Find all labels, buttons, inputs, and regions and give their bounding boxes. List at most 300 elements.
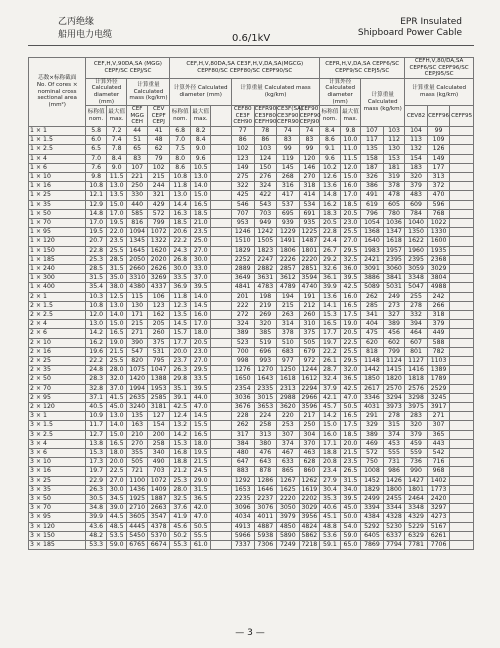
table-cell: 1618 (277, 375, 300, 384)
table-cell: 39.5 (340, 274, 361, 283)
table-cell: 14.4 (170, 200, 191, 209)
table-cell: 25.0 (190, 237, 211, 246)
table-cell: 370 (299, 439, 320, 448)
table-cell: 5.8 (86, 126, 107, 135)
table-cell-empty (211, 126, 232, 135)
table-cell: 375 (147, 338, 170, 347)
table-cell: 35.4 (86, 283, 107, 292)
table-cell: 228 (231, 412, 254, 421)
table-cell: 113 (405, 136, 428, 145)
table-cell: 16.0 (190, 311, 211, 320)
table-cell: 3841 (383, 274, 405, 283)
table-cell: 2499 (361, 495, 384, 504)
table-cell: 23.5 (106, 237, 127, 246)
table-cell: 510 (277, 338, 300, 347)
table-cell: 99 (427, 126, 450, 135)
table-cell: 146 (299, 163, 320, 172)
table-cell-empty (211, 384, 232, 393)
table-cell: 456 (383, 329, 405, 338)
table-cell: 53.5 (106, 531, 127, 540)
table-cell: 543 (254, 200, 277, 209)
table-cell: 2050 (127, 255, 148, 264)
table-cell: 7.6 (86, 163, 107, 172)
table-row (29, 154, 474, 163)
table-cell: 519 (254, 338, 277, 347)
table-cell: 378 (277, 329, 300, 338)
header-english (358, 17, 462, 39)
table-cell: 210 (127, 430, 148, 439)
table-cell: 1806 (277, 246, 300, 255)
table-cell: 1829 (231, 246, 254, 255)
row-label: 3 × 1.5 (29, 421, 86, 430)
table-cell-empty (450, 513, 474, 522)
table-cell: 112 (383, 136, 405, 145)
table-cell: 145 (277, 163, 300, 172)
table-cell: 200 (147, 430, 170, 439)
table-cell: 48 (147, 136, 170, 145)
table-cell: 619 (361, 200, 384, 209)
table-cell: 318 (427, 311, 450, 320)
table-cell: 258 (147, 439, 170, 448)
table-cell: 53.3 (86, 541, 107, 550)
group-header-4: CEFH,V,80/DA,SA CEPF6/SC CEPF96/SC CEPJ95/SC (405, 58, 474, 79)
row-label: 3 × 4 (29, 439, 86, 448)
table-cell: 11.7 (86, 421, 107, 430)
table-cell-empty (211, 200, 232, 209)
table-cell: 18.8 (170, 458, 191, 467)
table-cell-empty (450, 329, 474, 338)
table-cell: 14.0 (106, 421, 127, 430)
table-cell: 8.6 (320, 136, 341, 145)
row-label: 1 × 400 (29, 283, 86, 292)
row-label: 2 × 1.5 (29, 301, 86, 310)
subheader-mass-4: 计算重量 Calculated mass (kg/km) (405, 78, 474, 105)
table-cell: 107 (361, 126, 384, 135)
header-en-line1: EPR Insulated (400, 17, 462, 27)
table-cell: 24.3 (170, 246, 191, 255)
table-cell: 30.0 (170, 264, 191, 273)
table-cell: 11.8 (170, 182, 191, 191)
table-cell: 13.5 (170, 311, 191, 320)
table-cell: 12.4 (170, 412, 191, 421)
table-cell: 8.4 (320, 126, 341, 135)
table-cell-empty (211, 145, 232, 154)
table-cell: 546 (231, 200, 254, 209)
table-cell: 2354 (231, 384, 254, 393)
table-cell: 1124 (383, 357, 405, 366)
table-cell: 61.0 (190, 541, 211, 550)
table-cell: 3245 (427, 393, 450, 402)
table-cell: 14.0 (106, 311, 127, 320)
table-cell: 215 (127, 320, 148, 329)
table-cell: 327 (383, 311, 405, 320)
table-cell-empty (211, 513, 232, 522)
table-cell: 304 (299, 430, 320, 439)
table-cell: 2252 (231, 255, 254, 264)
table-cell: 221 (127, 172, 148, 181)
table-cell-empty (211, 357, 232, 366)
table-row (29, 412, 474, 421)
table-cell: 15.0 (320, 421, 341, 430)
table-cell: 5229 (405, 522, 428, 531)
table-cell: 9.8 (86, 172, 107, 181)
table-cell: 7337 (231, 541, 254, 550)
table-cell: 103 (383, 126, 405, 135)
table-cell: 29.5 (340, 357, 361, 366)
table-cell: 1420 (127, 375, 148, 384)
table-cell: 2464 (405, 495, 428, 504)
table-cell: 27.0 (190, 357, 211, 366)
table-cell: 12.9 (86, 200, 107, 209)
leaf-header-0: 标称值 nom. (86, 106, 107, 127)
table-row (29, 218, 474, 227)
table-row (29, 393, 474, 402)
table-cell: 5938 (254, 531, 277, 540)
table-cell-empty (211, 264, 232, 273)
table-cell: 3297 (427, 504, 450, 513)
table-cell: 1643 (254, 375, 277, 384)
table-cell: 5966 (231, 531, 254, 540)
table-cell-empty (211, 430, 232, 439)
table-cell: 2988 (277, 393, 300, 402)
table-cell: 18.3 (320, 209, 341, 218)
table-cell: 15.0 (340, 172, 361, 181)
table-row (29, 430, 474, 439)
table-cell: 878 (254, 467, 277, 476)
table-cell: 1322 (147, 237, 170, 246)
table-cell: 319 (383, 172, 405, 181)
table-cell: 253 (277, 421, 300, 430)
table-cell: 278 (383, 412, 405, 421)
table-cell: 41 (147, 126, 170, 135)
table-cell: 8.6 (170, 163, 191, 172)
table-cell: 1072 (147, 228, 170, 237)
table-cell-empty (450, 292, 474, 301)
table-cell: 865 (277, 467, 300, 476)
table-cell: 13.6 (320, 292, 341, 301)
table-cell: 25.3 (86, 255, 107, 264)
table-cell: 55.5 (190, 531, 211, 540)
table-cell: 183 (405, 163, 428, 172)
table-cell: 542 (427, 449, 450, 458)
table-cell: 3294 (383, 393, 405, 402)
table-cell: 609 (405, 200, 428, 209)
table-cell: 242 (427, 292, 450, 301)
table-cell: 37.6 (170, 504, 191, 513)
subheader-diameter-1: 计算外径 Calculated diameter (mm) (86, 78, 127, 105)
table-cell: 50.5 (340, 403, 361, 412)
table-cell-empty (450, 191, 474, 200)
table-cell: 13.0 (190, 172, 211, 181)
table-cell: 324 (231, 320, 254, 329)
table-row (29, 366, 474, 375)
table-cell: 1653 (231, 485, 254, 494)
table-cell: 1047 (147, 366, 170, 375)
table-cell-empty (450, 218, 474, 227)
table-cell: 2421 (361, 255, 384, 264)
table-cell-empty (211, 283, 232, 292)
table-cell: 13.0 (106, 412, 127, 421)
table-cell: 463 (299, 449, 320, 458)
leaf-header-5: 最大值 max. (190, 106, 211, 127)
header-rule (28, 45, 474, 46)
table-cell: 6.0 (86, 136, 107, 145)
row-label: 3 × 1 (29, 412, 86, 421)
table-cell: 36.5 (190, 495, 211, 504)
table-cell: 14.8 (86, 209, 107, 218)
table-cell: 30.0 (190, 255, 211, 264)
table-cell: 313 (427, 172, 450, 181)
table-cell: 5031 (383, 283, 405, 292)
table-cell: 1442 (361, 366, 384, 375)
table-cell: 15.3 (86, 449, 107, 458)
table-cell: 20.5 (340, 209, 361, 218)
table-cell: 1801 (299, 246, 320, 255)
table-cell: 4913 (231, 522, 254, 531)
table-cell: 3394 (361, 504, 384, 513)
row-label: 1 × 25 (29, 191, 86, 200)
table-cell: 332 (405, 311, 428, 320)
table-cell: 23.7 (170, 357, 191, 366)
table-cell: 12.0 (86, 311, 107, 320)
table-cell: 453 (383, 439, 405, 448)
table-cell: 276 (254, 172, 277, 181)
table-cell: 4273 (427, 513, 450, 522)
table-cell: 25.5 (340, 347, 361, 356)
table-row (29, 449, 474, 458)
table-cell: 18.0 (106, 449, 127, 458)
table-cell: 14.0 (190, 182, 211, 191)
table-row (29, 403, 474, 412)
table-cell: 3631 (254, 274, 277, 283)
table-cell: 7.5 (170, 145, 191, 154)
group-header-1: CEF,H,V,90DA,SA (MGG) CEPF/SC CEPJ/SC (86, 58, 170, 79)
table-cell: 130 (127, 301, 148, 310)
table-cell: 707 (231, 209, 254, 218)
table-cell: 268 (277, 172, 300, 181)
table-cell: 1270 (254, 366, 277, 375)
row-label: 1 × 1.5 (29, 136, 86, 145)
table-cell: 16.5 (340, 412, 361, 421)
header-chinese (58, 17, 112, 43)
table-cell: 78 (254, 126, 277, 135)
table-cell: 4328 (383, 513, 405, 522)
table-cell: 271 (427, 412, 450, 421)
table-cell: 8.4 (106, 154, 127, 163)
table-cell: 12.1 (86, 191, 107, 200)
table-row (29, 200, 474, 209)
table-cell: 16.5 (106, 439, 127, 448)
table-cell: 39.5 (190, 384, 211, 393)
table-cell: 5862 (299, 531, 320, 540)
table-cell: 130 (383, 145, 405, 154)
table-cell: 1850 (361, 375, 384, 384)
table-cell: 36.9 (170, 283, 191, 292)
table-cell-empty (450, 403, 474, 412)
table-cell: 10.2 (320, 163, 341, 172)
table-cell: 2294 (299, 384, 320, 393)
table-cell: 39.1 (170, 393, 191, 402)
table-cell: 215 (277, 301, 300, 310)
row-label: 2 × 6 (29, 329, 86, 338)
row-label: 1 × 70 (29, 218, 86, 227)
table-cell: 683 (277, 347, 300, 356)
table-cell-empty (450, 154, 474, 163)
table-cell: 417 (277, 191, 300, 200)
row-label: 2 × 95 (29, 393, 86, 402)
table-cell: 585 (127, 209, 148, 218)
table-cell: 3269 (147, 274, 170, 283)
table-cell: 285 (361, 301, 384, 310)
table-cell: 149 (427, 154, 450, 163)
table-cell: 28.5 (106, 255, 127, 264)
table-cell: 1618 (383, 237, 405, 246)
table-cell: 23.5 (340, 458, 361, 467)
table-cell: 340 (147, 449, 170, 458)
table-row (29, 329, 474, 338)
table-cell: 2335 (254, 384, 277, 393)
row-label: 3 × 70 (29, 504, 86, 513)
table-cell: 44.5 (106, 513, 127, 522)
table-cell: 41.5 (106, 393, 127, 402)
table-cell: 1436 (127, 485, 148, 494)
table-cell: 1505 (254, 237, 277, 246)
row-label: 1 × 2.5 (29, 145, 86, 154)
table-cell: 29.0 (190, 476, 211, 485)
table-row (29, 421, 474, 430)
leaf-header-9: CEF90 CEPF90 CEPJ90 (299, 106, 321, 126)
table-cell: 1388 (147, 375, 170, 384)
table-cell: 422 (254, 191, 277, 200)
table-cell: 33.0 (190, 264, 211, 273)
table-cell: 260 (299, 311, 320, 320)
table-cell: 7249 (277, 541, 300, 550)
table-cell: 83 (299, 136, 320, 145)
table-cell: 1953 (147, 384, 170, 393)
table-cell: 1426 (383, 476, 405, 485)
table-cell: 22.0 (106, 228, 127, 237)
table-cell: 4337 (147, 283, 170, 292)
table-cell: 365 (427, 430, 450, 439)
table-cell: 262 (361, 292, 384, 301)
table-cell: 9.0 (190, 145, 211, 154)
row-label: 1 × 50 (29, 209, 86, 218)
table-row (29, 145, 474, 154)
table-cell: 17.7 (320, 329, 341, 338)
table-cell: 32.5 (340, 255, 361, 264)
table-cell-empty (450, 283, 474, 292)
table-cell: 29.8 (170, 375, 191, 384)
table-cell: 22.5 (340, 338, 361, 347)
table-cell: 263 (277, 311, 300, 320)
table-cell: 191 (299, 292, 320, 301)
table-cell: 7.8 (106, 145, 127, 154)
table-cell-empty (211, 311, 232, 320)
table-cell: 318 (299, 182, 320, 191)
table-cell: 1510 (231, 237, 254, 246)
table-cell: 2395 (383, 255, 405, 264)
table-cell: 2395 (405, 255, 428, 264)
table-cell-empty (211, 541, 232, 550)
table-row (29, 338, 474, 347)
group-header-2: CEF,H,V,80DA,SA CE3F,H,V,DA,SA(MGCG) CEPF80/SC CEPF80/SC CEPF90/SC (170, 58, 320, 79)
table-cell-empty (450, 366, 474, 375)
table-cell: 7218 (299, 541, 320, 550)
row-label: 2 × 50 (29, 375, 86, 384)
table-cell: 310 (299, 320, 320, 329)
table-cell: 3015 (254, 393, 277, 402)
table-cell: 1645 (127, 246, 148, 255)
table-cell-empty (450, 237, 474, 246)
leaf-header-g4-0: CEV82 (405, 106, 428, 127)
table-cell: 153 (383, 154, 405, 163)
table-cell: 21.0 (190, 218, 211, 227)
table-cell: 28.5 (86, 264, 107, 273)
table-cell: 102 (147, 163, 170, 172)
table-row (29, 292, 474, 301)
row-label: 1 × 150 (29, 246, 86, 255)
table-cell: 187 (361, 163, 384, 172)
table-cell: 260 (147, 329, 170, 338)
table-cell: 5292 (361, 522, 384, 531)
table-cell: 1789 (427, 375, 450, 384)
table-cell: 379 (405, 430, 428, 439)
table-cell: 1036 (383, 218, 405, 227)
table-cell: 2663 (147, 504, 170, 513)
table-cell-empty (450, 255, 474, 264)
table-cell-empty (450, 145, 474, 154)
table-cell: 3060 (383, 264, 405, 273)
table-cell: 429 (147, 200, 170, 209)
table-cell: 2226 (277, 255, 300, 264)
table-cell: 19.6 (86, 347, 107, 356)
table-cell: 35.3 (320, 495, 341, 504)
table-cell: 1103 (427, 357, 450, 366)
table-cell: 37.9 (320, 384, 341, 393)
table-cell: 883 (231, 467, 254, 476)
row-label: 1 × 185 (29, 255, 86, 264)
table-cell-empty (211, 136, 232, 145)
table-cell: 42.5 (340, 283, 361, 292)
leaf-header-2: CEF MGG CEH (127, 106, 148, 127)
table-cell: 1054 (361, 218, 384, 227)
table-cell: 32.5 (170, 495, 191, 504)
table-cell: 34.0 (340, 485, 361, 494)
table-cell: 42.5 (170, 403, 191, 412)
leaf-header-3: CEV CEPF CEPJ (147, 106, 170, 127)
row-label: 1 × 1 (29, 126, 86, 135)
table-cell: 476 (254, 449, 277, 458)
table-cell: 255 (405, 292, 428, 301)
table-cell: 1242 (254, 228, 277, 237)
table-cell: 31.5 (86, 274, 107, 283)
row-label: 3 × 16 (29, 467, 86, 476)
table-cell-empty (450, 172, 474, 181)
table-cell: 99 (299, 145, 320, 154)
table-cell-empty (450, 430, 474, 439)
table-cell: 21.5 (340, 449, 361, 458)
table-cell: 14.8 (320, 191, 341, 200)
table-cell: 324 (254, 182, 277, 191)
table-cell: 14.0 (190, 292, 211, 301)
table-cell: 380 (254, 439, 277, 448)
table-cell: 17.5 (340, 311, 361, 320)
table-cell: 19.5 (86, 228, 107, 237)
table-cell: 62 (147, 145, 170, 154)
table-cell: 953 (231, 218, 254, 227)
table-cell: 215 (147, 172, 170, 181)
table-cell: 244 (147, 182, 170, 191)
